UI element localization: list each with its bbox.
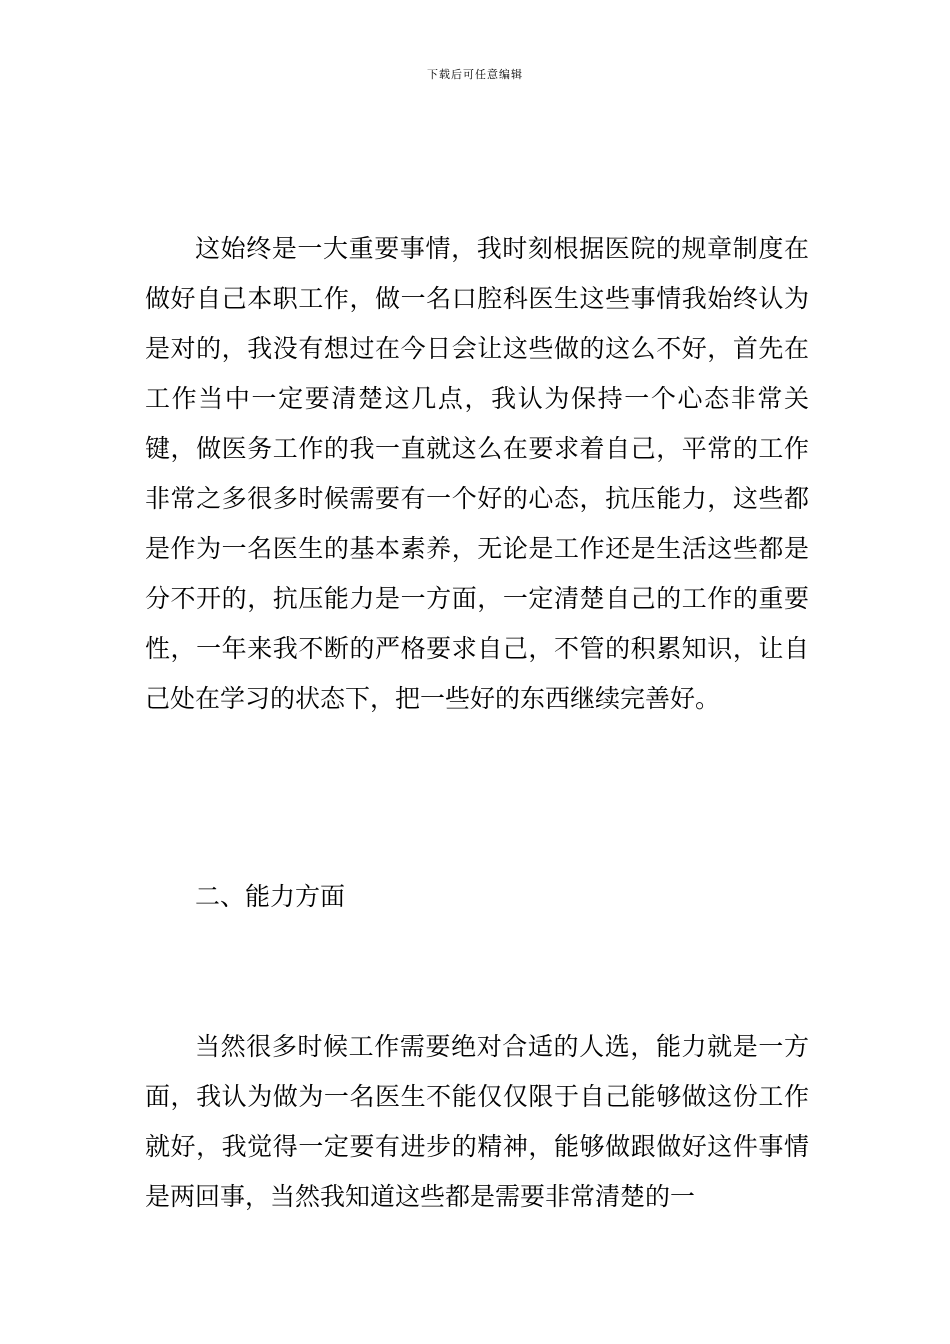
section-heading: 二、能力方面 <box>195 882 346 911</box>
body-paragraph: 这始终是一大重要事情，我时刻根据医院的规章制度在做好自己本职工作，做一名口腔科医生这些事情我始终认为是对的，我没有想过在今日会让这些做的这么不好，首先在工作当中一定要清楚这几点，我认为保持一个心态非常关键，做医务工作的我一直就这么在要求着自己，平常的工作非常之多很多时候需要有一个好的心态，抗压能力，这些都是作为一名医生的基本素养，无论是工作还是生活这些都是分不开的，抗压能力是一方面，一定清楚自己的工作的重要性，一年来我不断的严格要求自己，不管的积累知识，让自己处在学习的状态下，把一些好的东西继续完善好。 <box>145 234 809 713</box>
body-paragraph: 当然很多时候工作需要绝对合适的人选，能力就是一方面，我认为做为一名医生不能仅仅限于自己能够做这份工作就好，我觉得一定要有进步的精神，能够做跟做好这件事情是两回事，当然我知道这些都是需要非常清楚的一 <box>145 1032 809 1211</box>
header-note: 下载后可任意编辑 <box>427 68 523 81</box>
